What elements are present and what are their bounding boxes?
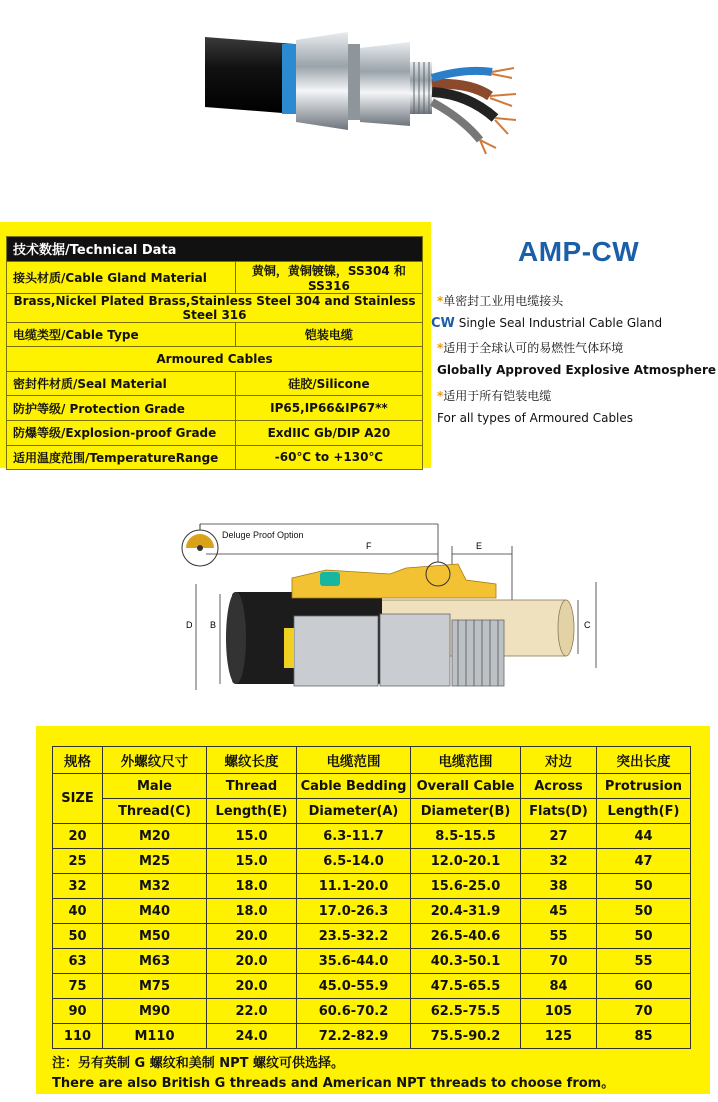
feature-2-en: Globally Approved Explosive Atmosphere bbox=[437, 363, 716, 377]
thread-col-header-zh: 外螺纹尺寸 bbox=[103, 747, 207, 774]
feature-1-en: CW Single Seal Industrial Cable Gland bbox=[431, 316, 663, 331]
tech-value: 铠装电缆 bbox=[235, 322, 422, 347]
protrusion-cell: 70 bbox=[597, 999, 691, 1024]
protrusion-cell: 55 bbox=[597, 949, 691, 974]
dim-d-label: D bbox=[186, 620, 193, 630]
size-cell: 40 bbox=[53, 899, 103, 924]
overall-cell: 15.6-25.0 bbox=[411, 874, 521, 899]
deluge-label: Deluge Proof Option bbox=[222, 530, 304, 540]
size-cell: 75 bbox=[53, 974, 103, 999]
flats-cell: 125 bbox=[521, 1024, 597, 1049]
bedding-cell: 6.5-14.0 bbox=[297, 849, 411, 874]
flats-cell: 27 bbox=[521, 824, 597, 849]
thread-cell: M63 bbox=[103, 949, 207, 974]
bedding-cell: 45.0-55.9 bbox=[297, 974, 411, 999]
length-cell: 20.0 bbox=[207, 949, 297, 974]
thread-cell: M20 bbox=[103, 824, 207, 849]
table-row bbox=[53, 949, 691, 974]
tech-label: 适用温度范围/TemperatureRange bbox=[7, 445, 236, 470]
length-cell: 15.0 bbox=[207, 824, 297, 849]
dim-f-label: F bbox=[366, 541, 372, 551]
cable-gland-photo bbox=[200, 22, 530, 182]
bedding-cell: 11.1-20.0 bbox=[297, 874, 411, 899]
flats-cell: 55 bbox=[521, 924, 597, 949]
protrusion-cell: 85 bbox=[597, 1024, 691, 1049]
thread-cell: M50 bbox=[103, 924, 207, 949]
flats-cell: 70 bbox=[521, 949, 597, 974]
tech-full-row: Brass,Nickel Plated Brass,Stainless Steel 304 and Stainless Steel 316 bbox=[7, 293, 423, 322]
overall-cell: 47.5-65.5 bbox=[411, 974, 521, 999]
dimension-diagram bbox=[176, 522, 606, 702]
thread-cell: M90 bbox=[103, 999, 207, 1024]
tech-value: IP65,IP66&IP67** bbox=[235, 396, 422, 421]
col-header-en: Overall Cable bbox=[411, 774, 521, 799]
tech-value: -60℃ to +130℃ bbox=[235, 445, 422, 470]
bedding-cell: 72.2-82.9 bbox=[297, 1024, 411, 1049]
col-header-en: Length(E) bbox=[207, 799, 297, 824]
table-row bbox=[53, 849, 691, 874]
table-row bbox=[53, 874, 691, 899]
length-cell: 22.0 bbox=[207, 999, 297, 1024]
col-header-en: Protrusion bbox=[597, 774, 691, 799]
protrusion-cell: 47 bbox=[597, 849, 691, 874]
tech-label: 防爆等级/Explosion-proof Grade bbox=[7, 420, 236, 445]
length-cell: 20.0 bbox=[207, 974, 297, 999]
tech-label: 防护等级/ Protection Grade bbox=[7, 396, 236, 421]
protrusion-cell: 44 bbox=[597, 824, 691, 849]
protrusion-cell: 50 bbox=[597, 874, 691, 899]
col-header-en: Thread(C) bbox=[103, 799, 207, 824]
overall-cell: 26.5-40.6 bbox=[411, 924, 521, 949]
overall-col-header-zh: 电缆范围 bbox=[411, 747, 521, 774]
feature-3-en: For all types of Armoured Cables bbox=[437, 411, 634, 425]
feature-2-zh: *适用于全球认可的易燃性气体环境 bbox=[437, 341, 624, 355]
table-row bbox=[53, 924, 691, 949]
model-title: AMP-CW bbox=[518, 236, 640, 267]
thread-cell: M40 bbox=[103, 899, 207, 924]
technical-data-panel bbox=[0, 222, 431, 468]
col-header-en: Thread bbox=[207, 774, 297, 799]
tech-label: 接头材质/Cable Gland Material bbox=[7, 261, 236, 293]
tech-header: 技术数据/Technical Data bbox=[7, 237, 423, 262]
bedding-col-header-zh: 电缆范围 bbox=[297, 747, 411, 774]
col-header-en: Length(F) bbox=[597, 799, 691, 824]
star-icon: * bbox=[437, 341, 444, 355]
tech-label: 电缆类型/Cable Type bbox=[7, 322, 236, 347]
flats-cell: 38 bbox=[521, 874, 597, 899]
size-cell: 25 bbox=[53, 849, 103, 874]
length-cell: 15.0 bbox=[207, 849, 297, 874]
dim-b-label: B bbox=[210, 620, 217, 630]
thread-cell: M75 bbox=[103, 974, 207, 999]
thread-cell: M25 bbox=[103, 849, 207, 874]
size-cell: 32 bbox=[53, 874, 103, 899]
bedding-cell: 6.3-11.7 bbox=[297, 824, 411, 849]
flats-col-header-zh: 对边 bbox=[521, 747, 597, 774]
length-cell: 20.0 bbox=[207, 924, 297, 949]
flats-cell: 32 bbox=[521, 849, 597, 874]
length-cell: 24.0 bbox=[207, 1024, 297, 1049]
protrusion-cell: 60 bbox=[597, 974, 691, 999]
size-cell: 110 bbox=[53, 1024, 103, 1049]
bedding-cell: 35.6-44.0 bbox=[297, 949, 411, 974]
flats-cell: 105 bbox=[521, 999, 597, 1024]
size-cell: 90 bbox=[53, 999, 103, 1024]
flats-cell: 84 bbox=[521, 974, 597, 999]
flats-cell: 45 bbox=[521, 899, 597, 924]
col-header-en: Diameter(B) bbox=[411, 799, 521, 824]
dim-e-label: E bbox=[476, 541, 483, 551]
size-cell: 20 bbox=[53, 824, 103, 849]
overall-cell: 8.5-15.5 bbox=[411, 824, 521, 849]
technical-data-table bbox=[6, 236, 423, 470]
table-row bbox=[53, 974, 691, 999]
length-cell: 18.0 bbox=[207, 899, 297, 924]
star-icon: * bbox=[437, 294, 444, 308]
table-row bbox=[53, 824, 691, 849]
col-header-en: Male bbox=[103, 774, 207, 799]
cw-prefix: CW bbox=[431, 316, 455, 331]
bedding-cell: 60.6-70.2 bbox=[297, 999, 411, 1024]
note-english: There are also British G threads and American NPT threads to choose from。 bbox=[52, 1076, 615, 1091]
protrusion-cell: 50 bbox=[597, 899, 691, 924]
size-cell: 63 bbox=[53, 949, 103, 974]
thread-cell: M110 bbox=[103, 1024, 207, 1049]
bedding-cell: 23.5-32.2 bbox=[297, 924, 411, 949]
feature-3-zh: *适用于所有铠装电缆 bbox=[437, 389, 552, 403]
col-header-en: Across bbox=[521, 774, 597, 799]
overall-cell: 75.5-90.2 bbox=[411, 1024, 521, 1049]
bedding-cell: 17.0-26.3 bbox=[297, 899, 411, 924]
overall-cell: 12.0-20.1 bbox=[411, 849, 521, 874]
col-header-en: Cable Bedding bbox=[297, 774, 411, 799]
table-row bbox=[53, 1024, 691, 1049]
table-row bbox=[53, 899, 691, 924]
overall-cell: 62.5-75.5 bbox=[411, 999, 521, 1024]
thread-cell: M32 bbox=[103, 874, 207, 899]
col-header-en: Flats(D) bbox=[521, 799, 597, 824]
protrusion-cell: 50 bbox=[597, 924, 691, 949]
length-col-header-zh: 螺纹长度 bbox=[207, 747, 297, 774]
star-icon: * bbox=[437, 389, 444, 403]
tech-label: 密封件材质/Seal Material bbox=[7, 371, 236, 396]
size-cell: 50 bbox=[53, 924, 103, 949]
size-table bbox=[52, 746, 691, 1049]
tech-value: 硅胶/Silicone bbox=[235, 371, 422, 396]
overall-cell: 40.3-50.1 bbox=[411, 949, 521, 974]
protrusion-col-header-zh: 突出长度 bbox=[597, 747, 691, 774]
size-table-panel bbox=[36, 726, 710, 1094]
tech-full-row: Armoured Cables bbox=[7, 347, 423, 372]
tech-value: ExdIIC Gb/DIP A20 bbox=[235, 420, 422, 445]
feature-1-zh: *单密封工业用电缆接头 bbox=[437, 294, 564, 308]
col-header-en: Diameter(A) bbox=[297, 799, 411, 824]
tech-value: 黄铜，黄铜镀镍，SS304 和 SS316 bbox=[235, 261, 422, 293]
size-col-header-zh: 规格 bbox=[53, 747, 103, 774]
table-row bbox=[53, 999, 691, 1024]
dim-c-label: C bbox=[584, 620, 591, 630]
note-chinese: 注：另有英制 G 螺纹和美制 NPT 螺纹可供选择。 bbox=[52, 1056, 345, 1071]
length-cell: 18.0 bbox=[207, 874, 297, 899]
size-col-header-en: SIZE bbox=[53, 774, 103, 824]
overall-cell: 20.4-31.9 bbox=[411, 899, 521, 924]
